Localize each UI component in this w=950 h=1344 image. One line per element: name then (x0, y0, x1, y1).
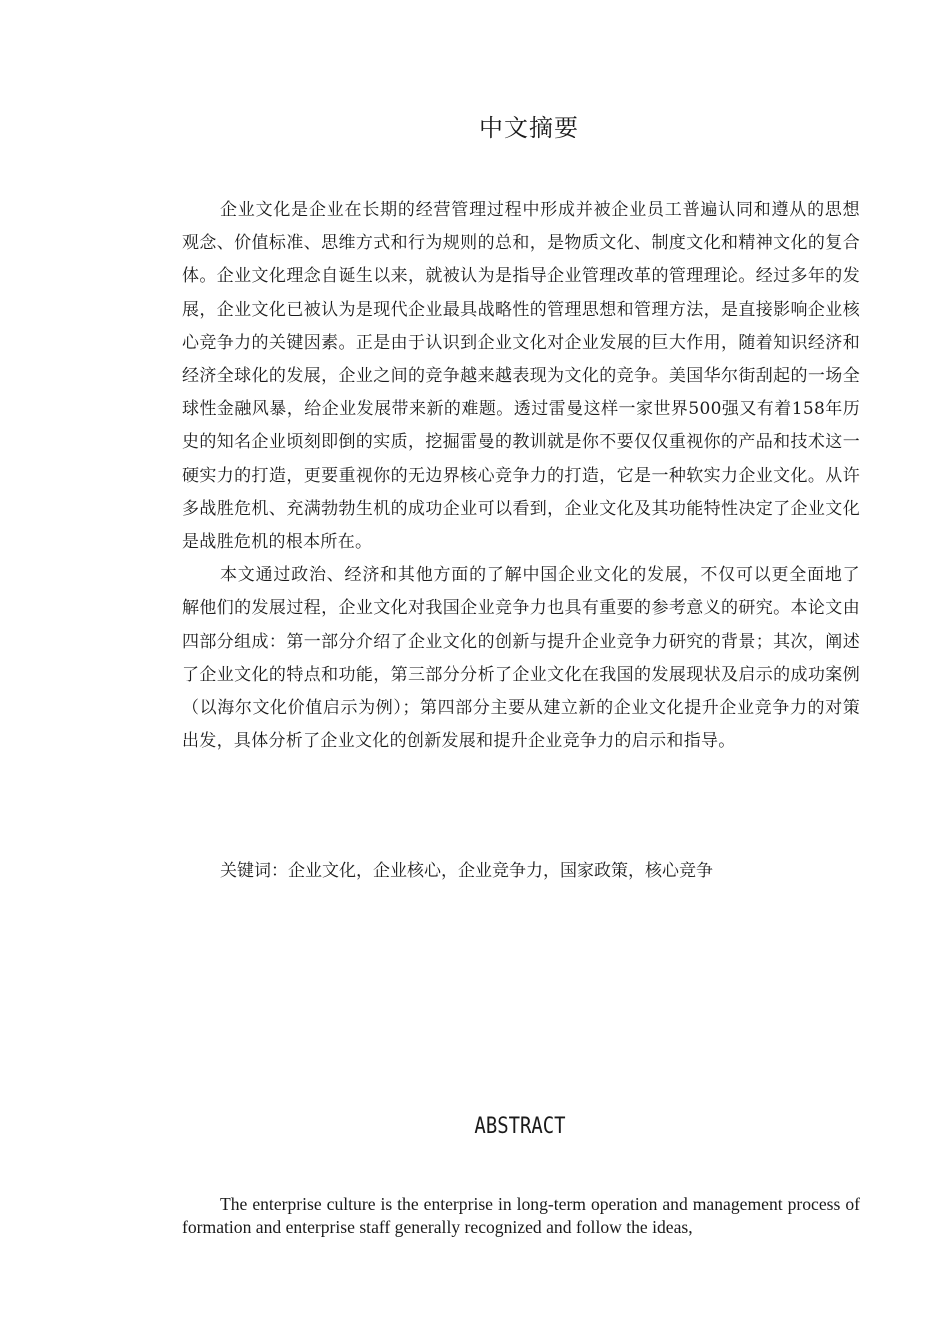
english-abstract-paragraph: The enterprise culture is the enterprise in long-term operation and management process of formation and enterprise staff generally recognized and follow the ideas, (182, 1194, 860, 1237)
chinese-keywords: 关键词：企业文化，企业核心，企业竞争力，国家政策，核心竞争 (220, 861, 713, 881)
english-abstract-title: ABSTRACT (474, 1114, 566, 1139)
chinese-abstract-body (182, 194, 860, 758)
chinese-abstract-paragraph-2: 本文通过政治、经济和其他方面的了解中国企业文化的发展，不仅可以更全面地了解他们的发展过程，企业文化对我国企业竞争力也具有重要的参考意义的研究。本论文由四部分组成：第一部分介绍了企业文化的创新与提升企业竞争力研究的背景；其次，阐述了企业文化的特点和功能，第三部分分析了企业文化在我国的发展现状及启示的成功案例（以海尔文化价值启示为例）；第四部分主要从建立新的企业文化提升企业竞争力的对策出发，具体分析了企业文化的创新发展和提升企业竞争力的启示和指导。 (182, 565, 860, 752)
chinese-abstract-paragraph-1: 企业文化是企业在长期的经营管理过程中形成并被企业员工普遍认同和遵从的思想观念、价值标准、思维方式和行为规则的总和，是物质文化、制度文化和精神文化的复合体。企业文化理念自诞生以来，就被认为是指导企业管理改革的管理理论。经过多年的发展，企业文化已被认为是现代企业最具战略性的管理思想和管理方法，是直接影响企业核心竞争力的关键因素。正是由于认识到企业文化对企业发展的巨大作用，随着知识经济和经济全球化的发展，企业之间的竞争越来越表现为文化的竞争。美国华尔街刮起的一场全球性金融风暴，给企业发展带来新的难题。透过雷曼这样一家世界500强又有着158年历史的知名企业顷刻即倒的实质，挖掘雷曼的教训就是你不要仅仅重视你的产品和技术这一硬实力的打造，更要重视你的无边界核心竞争力的打造，它是一种软实力企业文化。从许多战胜危机、充满勃勃生机的成功企业可以看到，企业文化及其功能特性决定了企业文化是战胜危机的根本所在。 (182, 200, 860, 553)
chinese-abstract-title: 中文摘要 (479, 114, 579, 142)
